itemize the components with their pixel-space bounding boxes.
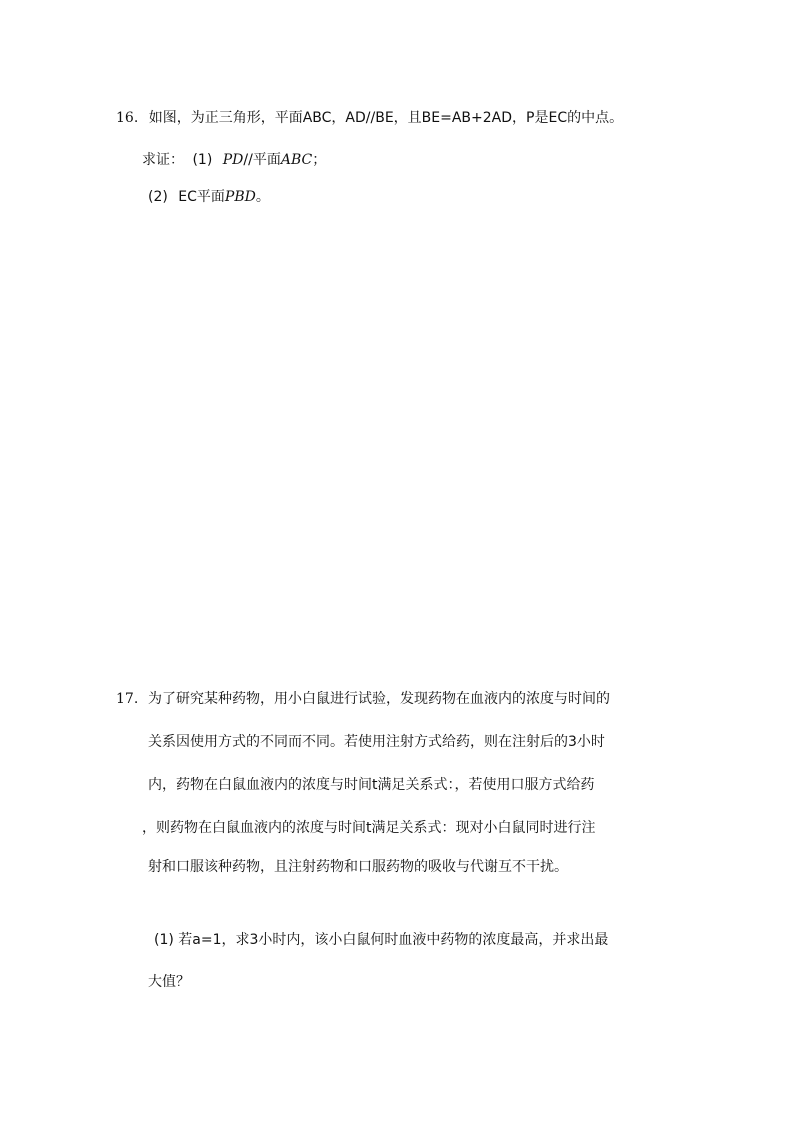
question-16-part-1	[142, 150, 326, 170]
question-17-number: 17.	[116, 691, 139, 707]
part-1-plane-abc: ABC	[280, 152, 313, 168]
question-16-stem: 如图，为正三角形，平面ABC，AD//BE，且BE=AB+2AD，P是EC的中点。	[148, 110, 624, 126]
question-17-part-1-line-2: 大值？	[148, 974, 190, 990]
part-2-end: 。	[255, 189, 270, 205]
prove-label: 求证：	[142, 152, 184, 168]
part-1-end: ；	[312, 152, 327, 168]
question-17-line-5: 射和口服该种药物，且注射药物和口服药物的吸收与代谢互不干扰。	[148, 859, 568, 875]
question-17-number-line	[116, 689, 138, 709]
question-17-line-3: 内，药物在白鼠血液内的浓度与时间t满足关系式：，若使用口服方式给药	[148, 777, 595, 793]
part-2-text: EC平面	[178, 189, 225, 205]
question-16-stem-line	[116, 108, 623, 128]
question-17-line-4: ，则药物在白鼠血液内的浓度与时间t满足关系式：现对小白鼠同时进行注	[142, 820, 596, 836]
part-1-text: //平面	[243, 152, 281, 168]
part-2-number: (2)	[148, 189, 168, 205]
part-1-segment-pd: PD	[222, 152, 244, 168]
question-17-line-1: 为了研究某种药物，用小白鼠进行试验，发现药物在血液内的浓度与时间的	[148, 691, 610, 707]
part-1-number: (1)	[192, 152, 213, 168]
question-17-part-1-line-1: (1) 若a=1，求3小时内，该小白鼠何时血液中药物的浓度最高，并求出最	[154, 932, 609, 948]
question-16-number: 16.	[116, 110, 139, 126]
question-17-line-2: 关系因使用方式的不同而不同。若使用注射方式给药，则在注射后的3小时	[148, 734, 605, 750]
question-16-part-2	[148, 187, 270, 207]
part-2-plane-pbd: PBD	[224, 189, 256, 205]
